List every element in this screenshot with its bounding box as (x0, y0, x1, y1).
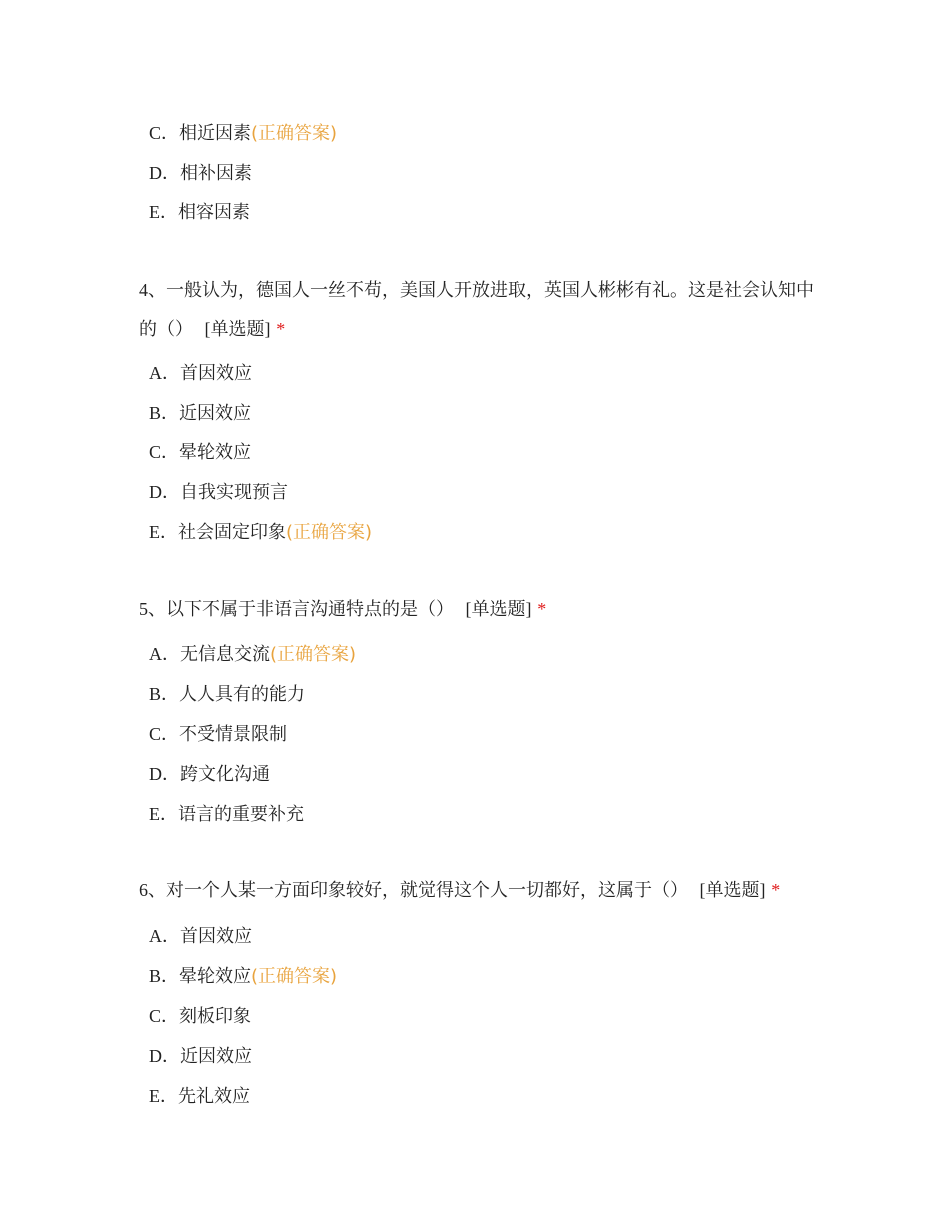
option-text: 不受情景限制 (179, 724, 288, 745)
question-type: [单选题] (699, 880, 766, 900)
question-5-title (139, 590, 819, 629)
q5-option-b (149, 682, 305, 707)
option-letter: D． (149, 163, 180, 183)
option-letter: D． (149, 764, 180, 784)
question-6-title (139, 871, 819, 910)
option-text: 语言的重要补充 (178, 804, 304, 825)
q4-option-d (149, 480, 288, 505)
question-text: 对一个人某一方面印象较好，就觉得这个人一切都好，这属于（） (166, 880, 688, 901)
q4-option-b (149, 401, 251, 426)
option-letter: C． (149, 442, 180, 462)
correct-answer-label: (正确答案) (286, 522, 373, 543)
option-text: 相容因素 (178, 202, 250, 223)
q4-option-a (149, 361, 252, 386)
question-text: 一般认为，德国人一丝不苟，美国人开放进取，英国人彬彬有礼。这是社会认知中的（） (139, 280, 814, 340)
option-text: 近因效应 (179, 403, 252, 424)
required-marker: * (276, 319, 286, 339)
q4-option-e (149, 520, 372, 545)
option-letter: B． (149, 684, 180, 704)
question-number: 5、 (139, 599, 166, 619)
option-text: 首因效应 (180, 926, 252, 947)
option-text: 刻板印象 (179, 1006, 252, 1027)
option-letter: C． (149, 724, 180, 744)
option-text: 相近因素 (179, 123, 252, 144)
option-letter: A． (149, 363, 180, 383)
option-text: 晕轮效应 (179, 442, 252, 463)
question-type: [单选题] (204, 319, 271, 339)
option-letter: B． (149, 403, 180, 423)
q6-option-b (149, 964, 337, 989)
question-4-title (139, 271, 819, 349)
option-text: 先礼效应 (178, 1086, 250, 1107)
option-text: 相补因素 (180, 163, 252, 184)
option-text: 跨文化沟通 (180, 764, 270, 785)
q6-option-e (149, 1084, 250, 1109)
q6-option-d (149, 1044, 252, 1069)
option-letter: A． (149, 644, 180, 664)
q5-option-c (149, 722, 287, 747)
q4-option-c (149, 440, 251, 465)
question-number: 6、 (139, 880, 166, 900)
option-text: 社会固定印象 (178, 522, 286, 543)
option-letter: E． (149, 202, 178, 222)
correct-answer-label: (正确答案) (251, 123, 338, 144)
option-letter: E． (149, 1086, 178, 1106)
q3-option-d (149, 161, 252, 186)
option-letter: D． (149, 482, 180, 502)
option-letter: E． (149, 804, 178, 824)
question-number: 4、 (139, 280, 166, 300)
option-text: 首因效应 (180, 363, 252, 384)
option-letter: D． (149, 1046, 180, 1066)
option-text: 晕轮效应 (179, 966, 252, 987)
q6-option-a (149, 924, 252, 949)
required-marker: * (771, 880, 781, 900)
q3-option-e (149, 200, 250, 225)
q5-option-a (149, 642, 356, 667)
q5-option-d (149, 762, 270, 787)
question-type: [单选题] (465, 599, 532, 619)
required-marker: * (537, 599, 547, 619)
q3-option-c (149, 121, 337, 146)
option-letter: E． (149, 522, 178, 542)
option-text: 人人具有的能力 (179, 684, 306, 705)
option-letter: A． (149, 926, 180, 946)
question-text: 以下不属于非语言沟通特点的是（） (166, 599, 454, 620)
correct-answer-label: (正确答案) (251, 966, 338, 987)
q5-option-e (149, 802, 304, 827)
option-letter: C． (149, 123, 180, 143)
option-text: 近因效应 (180, 1046, 252, 1067)
option-letter: B． (149, 966, 180, 986)
correct-answer-label: (正确答案) (270, 644, 357, 665)
option-text: 无信息交流 (180, 644, 270, 665)
q6-option-c (149, 1004, 251, 1029)
option-letter: C． (149, 1006, 180, 1026)
option-text: 自我实现预言 (180, 482, 288, 503)
